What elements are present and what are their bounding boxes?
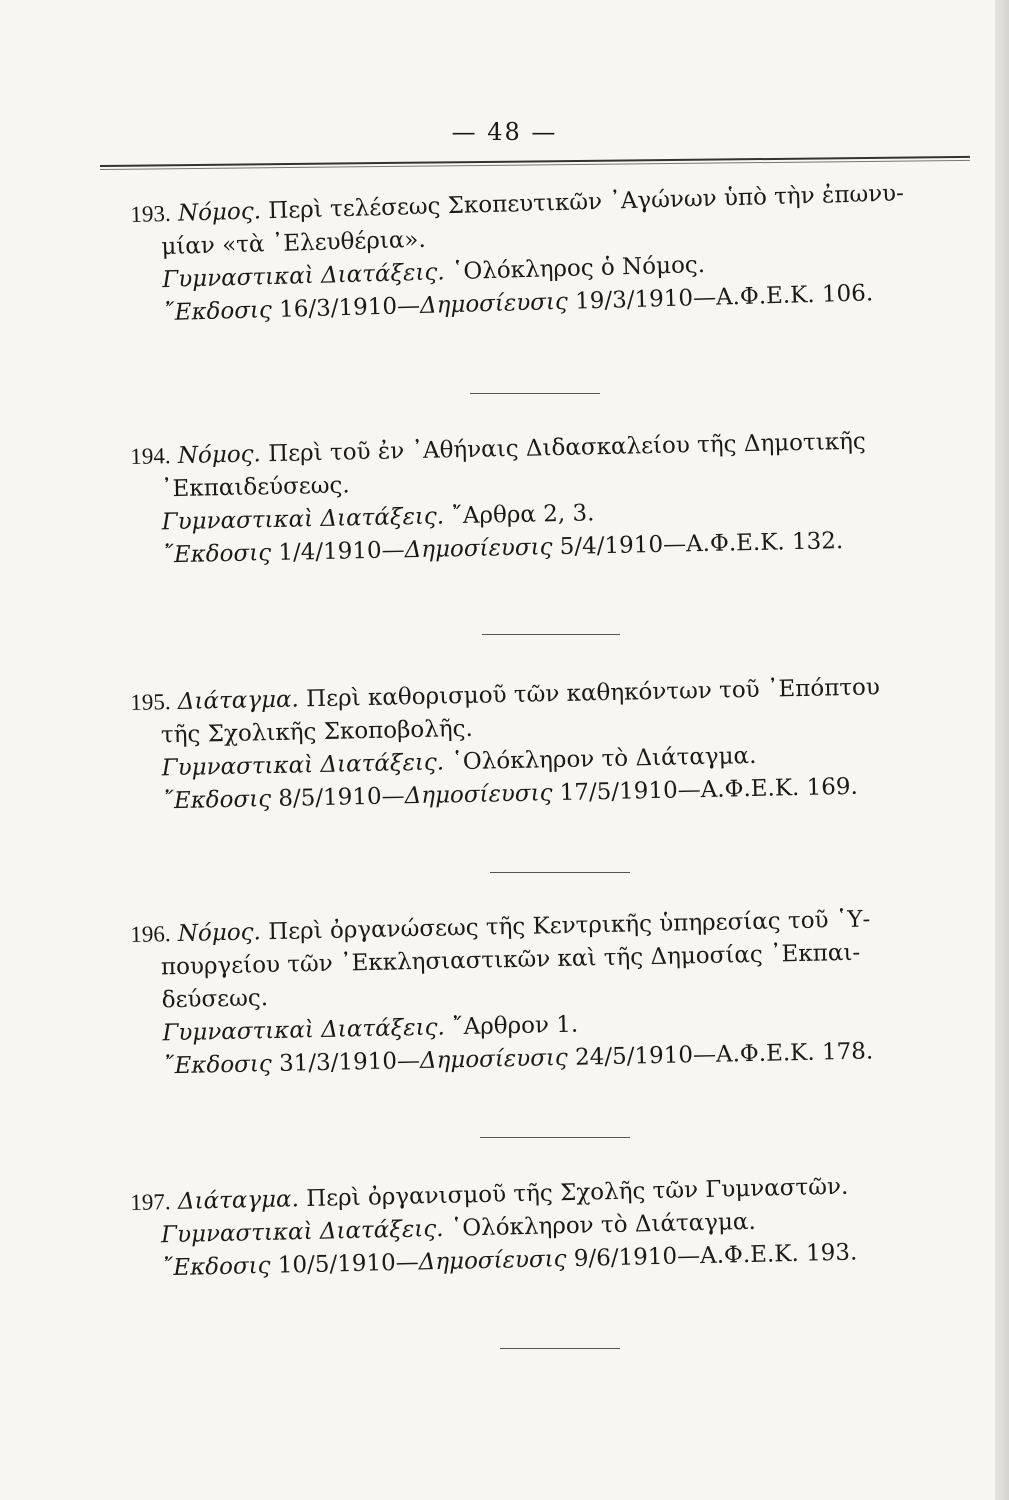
provisions-value: ῾Ολόκληρον τὸ Διάταγμα. [451,742,757,776]
publication-label: Δημοσίευσις [418,1246,567,1276]
issue-date: 31/3/1910— [278,1047,421,1077]
entry-number: 197. [130,1189,171,1215]
publication-label: Δημοσίευσις [419,1044,569,1074]
entry-number: 196. [130,921,171,947]
entry-type: Διάταγμα. [177,1186,300,1215]
provisions-value: ῾Ολόκληρος ὁ Νόμος. [451,251,706,286]
publication-value: 24/5/1910—Α.Φ.Ε.Κ. 178. [574,1038,874,1071]
entry-type: Διάταγμα. [177,686,300,715]
entry-separator [490,872,630,873]
entry-type: Νόμος. [177,198,262,227]
page-edge-shadow [995,0,1009,1500]
provisions-label: Γυμναστικαὶ Διατάξεις. [162,1014,446,1047]
entry-title-cont: ᾿Εκπαιδεύσεως. [160,472,350,503]
entry-194 [130,422,993,573]
entry-title: Περὶ ὀργανισμοῦ τῆς Σχολῆς τῶν Γυμναστῶν. [305,1173,849,1213]
provisions-label: Γυμναστικαὶ Διατάξεις. [161,749,445,782]
entry-title: Περὶ τοῦ ἐν ᾿Αθήναις Διδασκαλείου τῆς Δημοτικῆς [267,428,867,468]
entry-title-cont: μίαν «τὰ ᾿Ελευθέρια». [161,226,427,261]
publication-label: Δημοσίευσις [404,534,553,564]
entry-title: Περὶ καθορισμοῦ τῶν καθηκόντων τοῦ ᾿Επόπτου [305,674,881,713]
entry-number: 193. [130,200,172,227]
entry-title: Περὶ τελέσεως Σκοπευτικῶν ᾿Αγώνων ὑπὸ τὴν ἐπωνυ- [267,180,905,225]
entry-separator [470,393,600,394]
provisions-label: Γυμναστικαὶ Διατάξεις. [161,259,445,294]
publication-label: Δημοσίευσις [404,780,553,810]
entry-number: 195. [130,689,171,715]
provisions-value: ῎Αρθρον 1. [451,1011,579,1041]
entry-197 [130,1166,992,1285]
provisions-value: ῎Αρθρα 2, 3. [451,500,595,530]
publication-value: 17/5/1910—Α.Φ.Ε.Κ. 169. [559,773,859,807]
entry-type: Νόμος. [177,441,262,469]
entry-title-cont: δεύσεως. [161,985,269,1014]
provisions-label: Γυμναστικαὶ Διατάξεις. [161,503,445,536]
issue-label: ῎Εκδοσις [162,1051,273,1080]
issue-label: ῎Εκδοσις [162,786,272,815]
issue-label: ῎Εκδοσις [161,1252,271,1282]
provisions-label: Γυμναστικαὶ Διατάξεις. [160,1215,444,1249]
publication-value: 19/3/1910—Α.Φ.Ε.Κ. 106. [574,280,874,315]
entry-separator [480,1137,630,1138]
entry-type: Νόμος. [177,919,262,947]
issue-date: 8/5/1910— [278,783,405,812]
issue-date: 1/4/1910— [278,537,405,566]
entry-number: 194. [130,443,171,469]
entry-196 [130,900,993,1084]
issue-label: ῎Εκδοσις [162,297,273,327]
entry-195 [130,668,993,819]
issue-label: ῎Εκδοσις [162,540,272,569]
entry-title-cont: τῆς Σχολικῆς Σκοποβολῆς. [160,715,474,749]
publication-value: 9/6/1910—Α.Φ.Ε.Κ. 193. [573,1239,858,1272]
entry-193 [130,174,993,331]
entry-separator [482,634,620,635]
entry-separator [500,1348,620,1349]
entry-title: Περὶ ὀργανώσεως τῆς Κεντρικῆς ὑπηρεσίας τοῦ ῾Υ- [267,906,871,946]
issue-date: 10/5/1910— [277,1249,420,1279]
entry-title-cont: πουργείου τῶν ᾿Εκκλησιαστικῶν καὶ τῆς Δημοσίας ᾿Εκπαι- [160,939,861,981]
issue-date: 16/3/1910— [278,292,421,323]
publication-value: 5/4/1910—Α.Φ.Ε.Κ. 132. [559,528,844,561]
publication-label: Δημοσίευσις [419,288,569,319]
provisions-value: ῾Ολόκληρον τὸ Διάταγμα. [450,1208,757,1242]
page-number: — 48 — [451,118,558,146]
